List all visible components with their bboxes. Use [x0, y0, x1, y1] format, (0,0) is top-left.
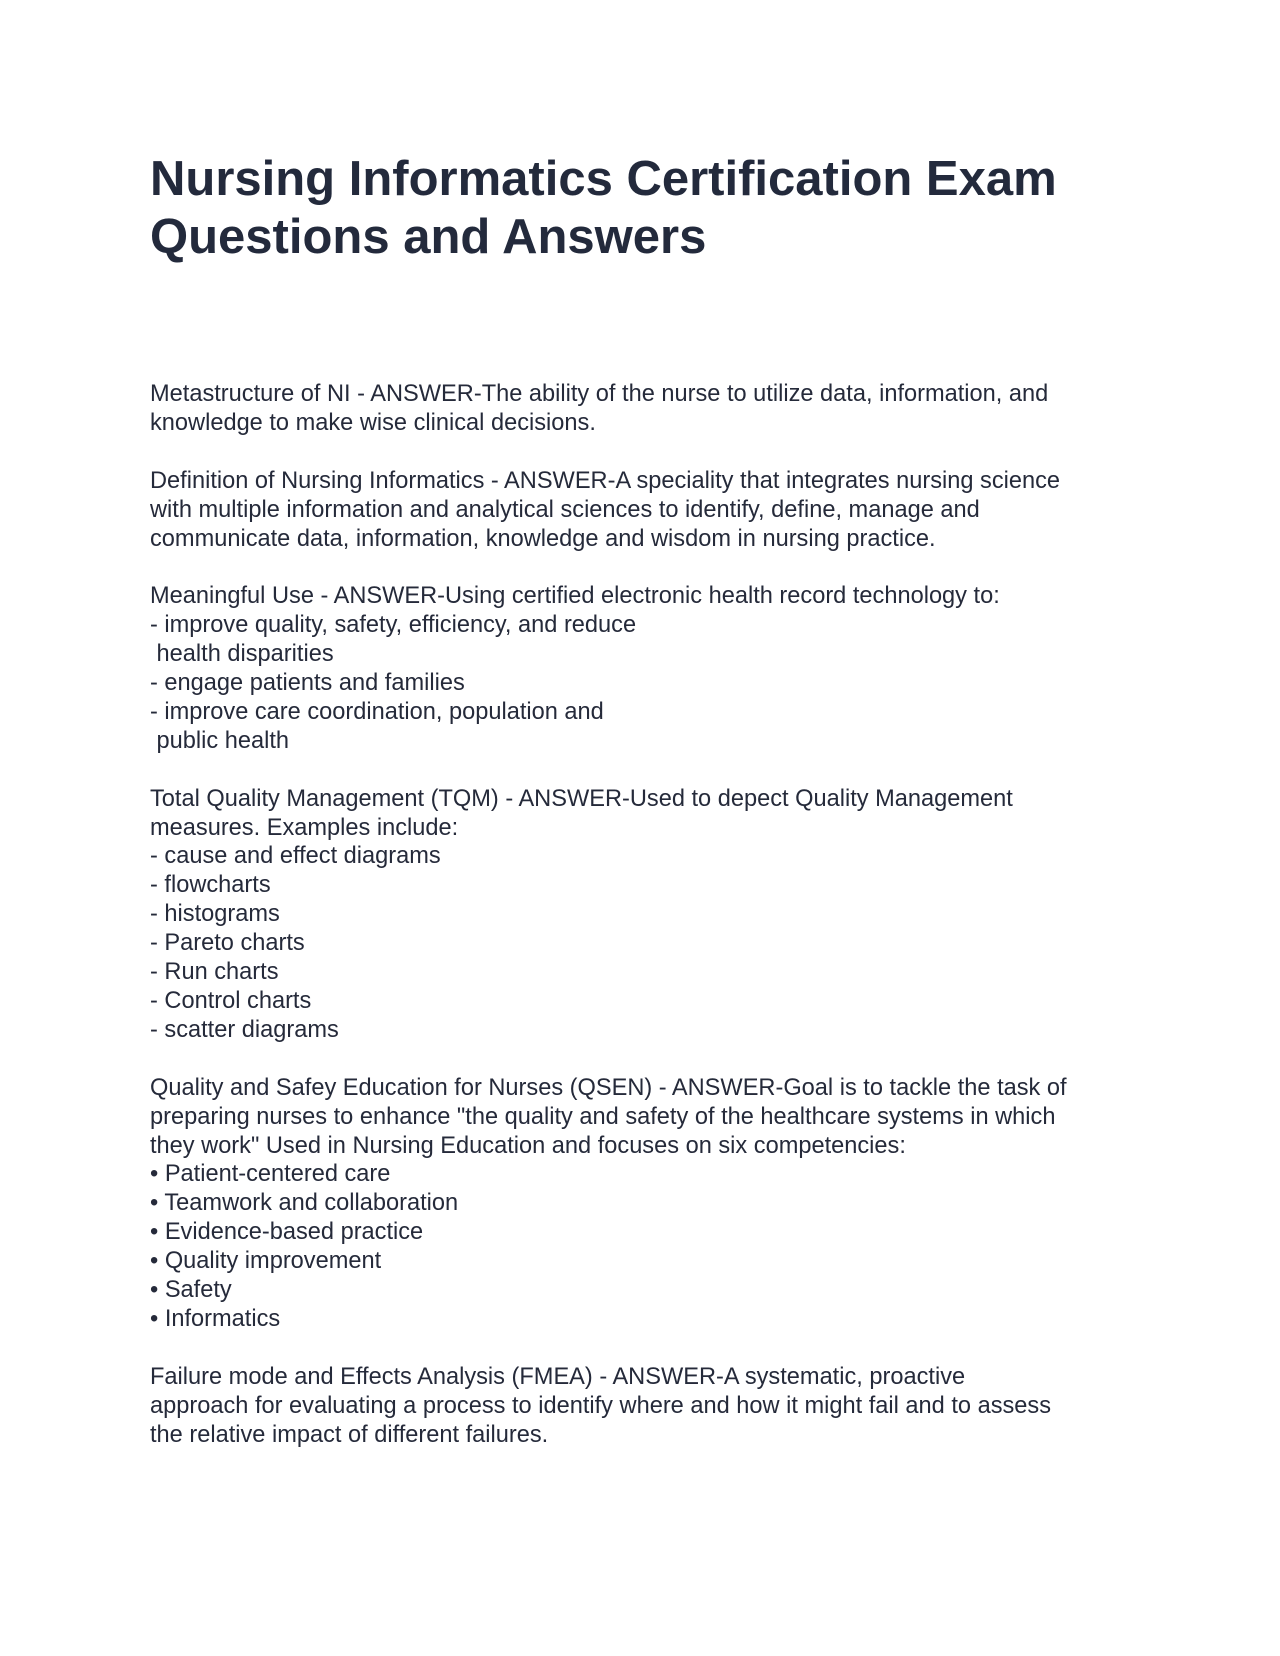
- qa-entry: [150, 785, 1150, 1045]
- entry-line: they work" Used in Nursing Education and focuses on six competencies:: [150, 1132, 906, 1159]
- qa-entry: [150, 1074, 1150, 1334]
- entry-line: - improve quality, safety, efficiency, and reduce: [150, 612, 637, 639]
- entry-line: measures. Examples include:: [150, 814, 459, 841]
- entry-line: Metastructure of NI - ANSWER-The ability of the nurse to utilize data, information, and: [150, 381, 1049, 407]
- entry-line: with multiple information and analytical sciences to identify, define, manage and: [150, 496, 980, 523]
- entry-line: Definition of Nursing Informatics - ANSWER-A speciality that integrates nursing science: [150, 467, 1061, 494]
- entry-line: the relative impact of different failures.: [150, 1421, 549, 1448]
- entry-line: - improve care coordination, population and: [150, 698, 604, 725]
- entry-line: • Informatics: [150, 1305, 281, 1332]
- entry-line: - Run charts: [150, 959, 279, 986]
- entry-line: public health: [150, 727, 290, 754]
- entry-line: • Teamwork and collaboration: [150, 1190, 459, 1217]
- entry-line: Failure mode and Effects Analysis (FMEA) - ANSWER-A systematic, proactive: [150, 1363, 966, 1390]
- qa-entry: [150, 582, 1150, 755]
- entry-line: Quality and Safey Education for Nurses (QSEN) - ANSWER-Goal is to tackle the task of: [150, 1074, 1067, 1101]
- entry-line: • Evidence-based practice: [150, 1219, 424, 1246]
- qa-entry: [150, 1363, 1150, 1450]
- entry-line: approach for evaluating a process to identify where and how it might fail and to assess: [150, 1392, 1052, 1419]
- entry-line: communicate data, information, knowledge and wisdom in nursing practice.: [150, 525, 936, 552]
- entry-line: • Safety: [150, 1277, 232, 1304]
- entry-line: - engage patients and families: [150, 670, 465, 697]
- entry-line: • Quality improvement: [150, 1248, 382, 1275]
- entry-line: Total Quality Management (TQM) - ANSWER-Used to depect Quality Management: [150, 785, 1013, 812]
- entry-line: - Control charts: [150, 987, 312, 1014]
- qa-entry: [150, 380, 1150, 438]
- entry-line: health disparities: [150, 641, 334, 668]
- entry-line: • Patient-centered care: [150, 1161, 391, 1188]
- entry-line: - histograms: [150, 901, 280, 928]
- qa-entry: [150, 467, 1150, 554]
- entry-line: - flowcharts: [150, 872, 271, 899]
- qa-list: [150, 380, 1150, 1478]
- entry-line: Meaningful Use - ANSWER-Using certified electronic health record technology to:: [150, 583, 1000, 610]
- entry-line: preparing nurses to enhance "the quality and safety of the healthcare systems in which: [150, 1103, 1056, 1130]
- entry-line: - scatter diagrams: [150, 1016, 339, 1043]
- entry-line: - cause and effect diagrams: [150, 843, 441, 870]
- entry-line: - Pareto charts: [150, 930, 305, 957]
- document-title: [150, 150, 1150, 266]
- entry-line: knowledge to make wise clinical decisions.: [150, 409, 596, 436]
- title-line: Nursing Informatics Certification Exam: [150, 152, 1057, 206]
- title-line: Questions and Answers: [150, 210, 707, 264]
